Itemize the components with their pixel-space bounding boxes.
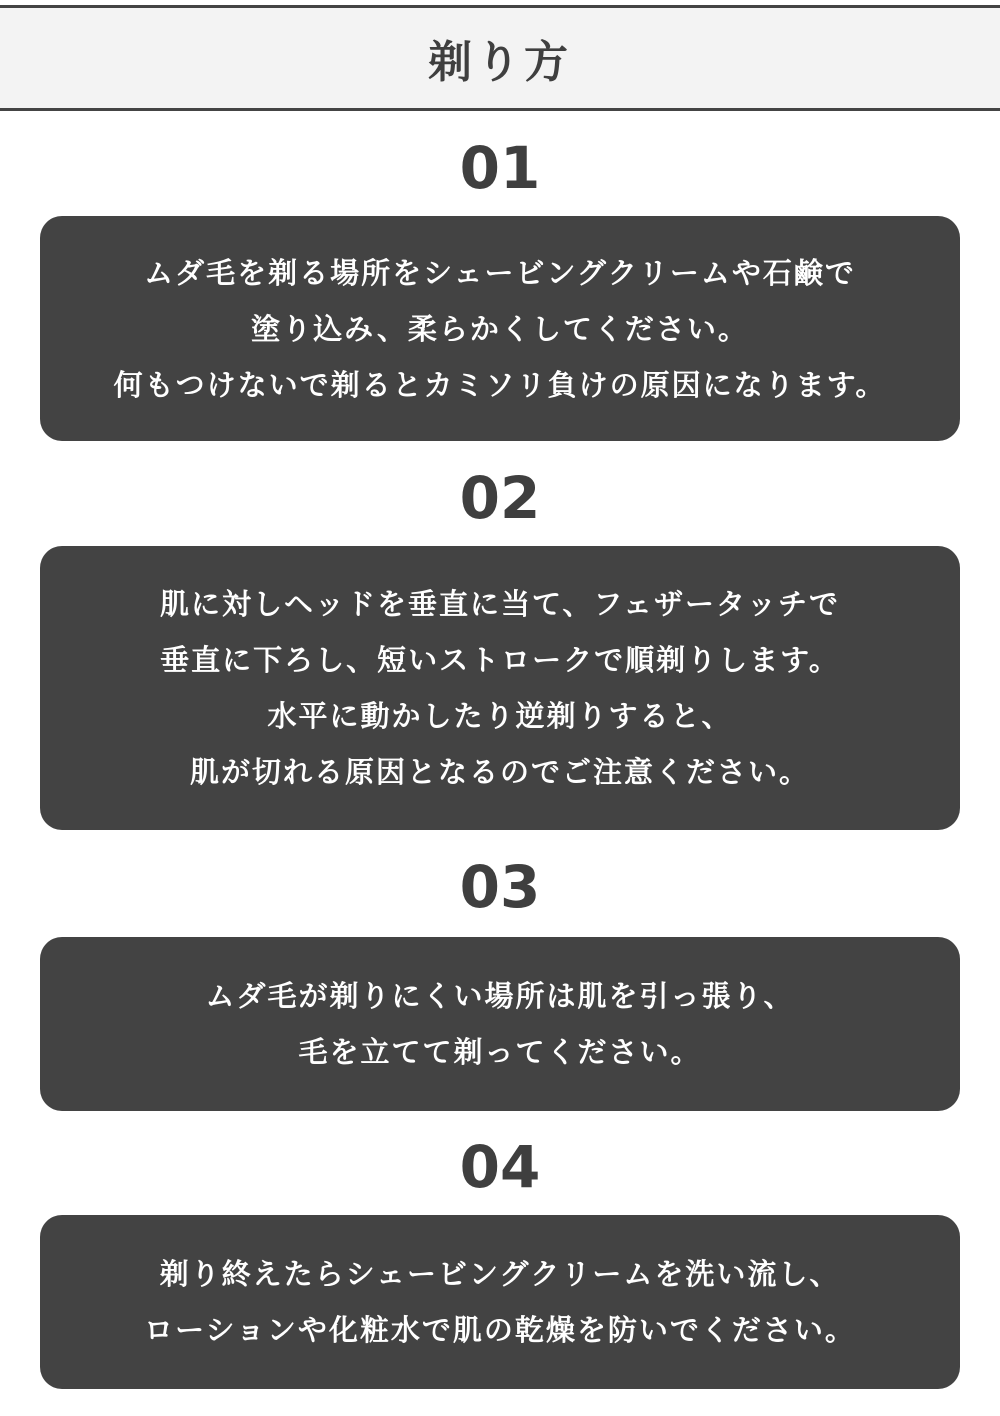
instruction-line: ムダ毛が剃りにくい場所は肌を引っ張り、 xyxy=(205,979,795,1013)
instruction-line: ムダ毛を剃る場所をシェービングクリームや石鹸で xyxy=(144,255,856,290)
instruction-line: 肌に対しヘッドを垂直に当て、フェザータッチで xyxy=(160,587,840,621)
instruction-line: ローションや化粧水で肌の乾燥を防いでください。 xyxy=(144,1313,856,1347)
instruction-line: 水平に動かしたり逆剃りすると、 xyxy=(267,699,733,733)
step-number: 03 xyxy=(459,853,541,921)
instruction-line: 垂直に下ろし、短いストロークで順剃りします。 xyxy=(160,643,840,677)
page-title: 剃り方 xyxy=(428,37,572,88)
step-instruction-box xyxy=(40,546,960,830)
step-instruction-box xyxy=(40,937,960,1111)
instruction-line: 何もつけないで剃るとカミソリ負けの原因になります。 xyxy=(113,367,887,402)
step-number: 04 xyxy=(459,1133,541,1201)
instruction-line: 毛を立てて剃ってください。 xyxy=(298,1035,702,1069)
instruction-line: 剃り終えたらシェービングクリームを洗い流し、 xyxy=(159,1257,841,1291)
instruction-line: 塗り込み、柔らかくしてください。 xyxy=(251,311,749,346)
step-number: 02 xyxy=(459,464,541,532)
instruction-line: 肌が切れる原因となるのでご注意ください。 xyxy=(189,755,810,789)
step-instruction-box xyxy=(40,216,960,441)
page-header xyxy=(0,5,1000,111)
step-number: 01 xyxy=(459,134,541,202)
step-instruction-box xyxy=(40,1215,960,1389)
